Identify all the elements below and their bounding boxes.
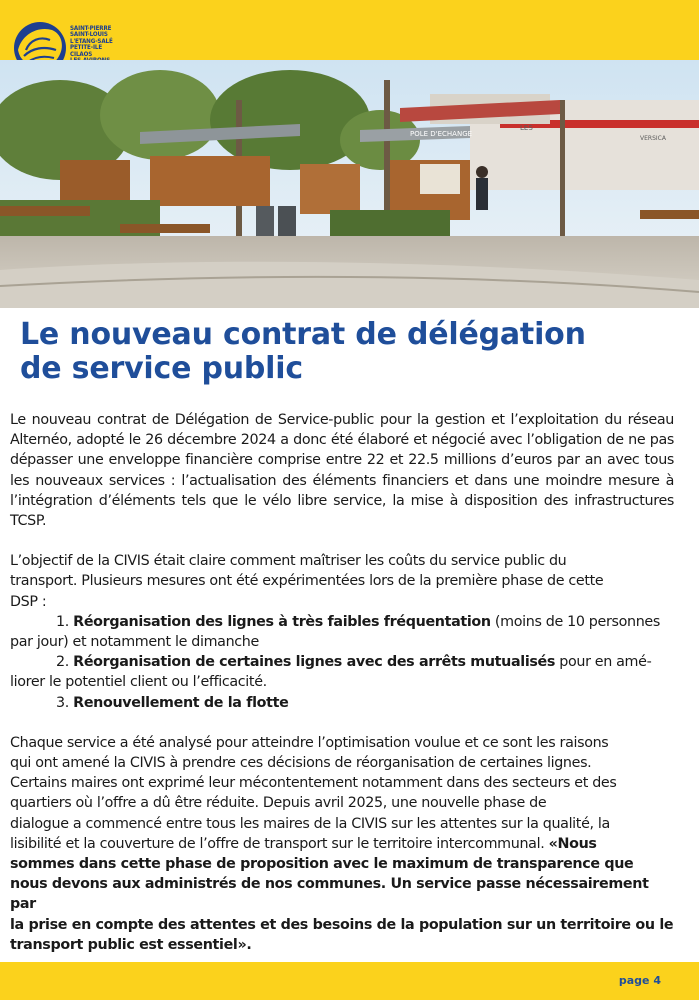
store-sign: LES [520, 124, 533, 132]
list-item-title: Réorganisation des lignes à très faibles fréquentation [73, 613, 491, 630]
quote-text: la prise en compte des attentes et des besoins de la population sur un territoire ou le [10, 916, 674, 933]
title-line: de service public [20, 351, 303, 386]
list-item-number: 2. [56, 654, 69, 671]
quote-text: nous devons aux administrés de nos communes. Un service passe nécessairement par [10, 876, 649, 913]
text-line: DSP : [10, 593, 47, 610]
logo-city: CILAOS [70, 50, 93, 58]
text-line: L’objectif de la CIVIS était claire comment maîtriser les coûts du service public du [10, 553, 567, 570]
paragraph-spacer [10, 531, 674, 551]
logo-city-list [70, 26, 113, 64]
quote-text: «Nous [548, 835, 597, 852]
logo-city: SAINT-LOUIS [70, 31, 108, 39]
store-sign: VERSICA [640, 135, 666, 142]
list-item-number: 3. [56, 694, 69, 711]
logo-city: PETITE-ILE [70, 44, 103, 52]
list-item [10, 652, 674, 692]
paragraph-analysis [10, 733, 674, 955]
logo-city: L'ETANG-SALÉ [70, 37, 113, 45]
list-item-title: Renouvellement de la flotte [73, 694, 289, 711]
list-item-text: pour en amé- [555, 654, 652, 671]
list-item-text: liorer le potentiel client ou l’efficacité. [10, 674, 267, 691]
text-line: dialogue a commencé entre tous les maires de la CIVIS sur les attentes sur la qualité, la [10, 815, 610, 832]
page-title [20, 318, 680, 386]
text-line: Certains maires ont exprimé leur mécontentement notamment dans des secteurs et des [10, 775, 617, 792]
paragraph-objective [10, 551, 674, 612]
title-line: Le nouveau contrat de délégation [20, 317, 586, 352]
list-item [10, 693, 674, 713]
footer-band [0, 962, 699, 1000]
text-line: transport. Plusieurs mesures ont été expérimentées lors de la première phase de cette [10, 573, 604, 590]
list-item-title: Réorganisation de certaines lignes avec des arrêts mutualisés [73, 654, 556, 671]
shelter-sign: POLE D'ECHANGE [410, 130, 473, 138]
text-line: Chaque service a été analysé pour atteindre l’optimisation voulue et ce sont les raisons [10, 734, 609, 751]
list-item-text: (moins de 10 personnes [490, 613, 660, 630]
text-line: quartiers où l’offre a dû être réduite. Depuis avril 2025, une nouvelle phase de [10, 795, 547, 812]
bus-station-photo [0, 60, 699, 308]
page-number: page 4 [618, 974, 661, 987]
text-line: lisibilité et la couverture de l’offre de transport sur le territoire intercommunal. [10, 835, 549, 852]
quote-text: transport public est essentiel». [10, 936, 252, 953]
logo-city: SAINT-PIERRE [70, 25, 112, 32]
list-item [10, 612, 674, 652]
quote-text: sommes dans cette phase de proposition avec le maximum de transparence que [10, 856, 634, 873]
list-item-number: 1. [56, 613, 69, 630]
paragraph-intro: Le nouveau contrat de Délégation de Service-public pour la gestion et l’exploitation du réseau Alternéo, adopté le 26 décembre 2024 a donc été élaboré et négocié avec l’obligation de ne pas dépasser une enveloppe financière comprise entre 22 et 22.5 millions d’euros par an avec tous les nouveaux services : l’actualisation des éléments financiers et dans une moindre mesure à l’intégration d’éléments tels que le vélo libre service, la mise à disposition des infrastructures TCSP. [10, 412, 674, 530]
list-item-text: par jour) et notamment le dimanche [10, 634, 259, 651]
article-body [10, 410, 674, 955]
paragraph-spacer [10, 713, 674, 733]
text-line: qui ont amené la CIVIS à prendre ces décisions de réorganisation de certaines lignes. [10, 755, 592, 772]
